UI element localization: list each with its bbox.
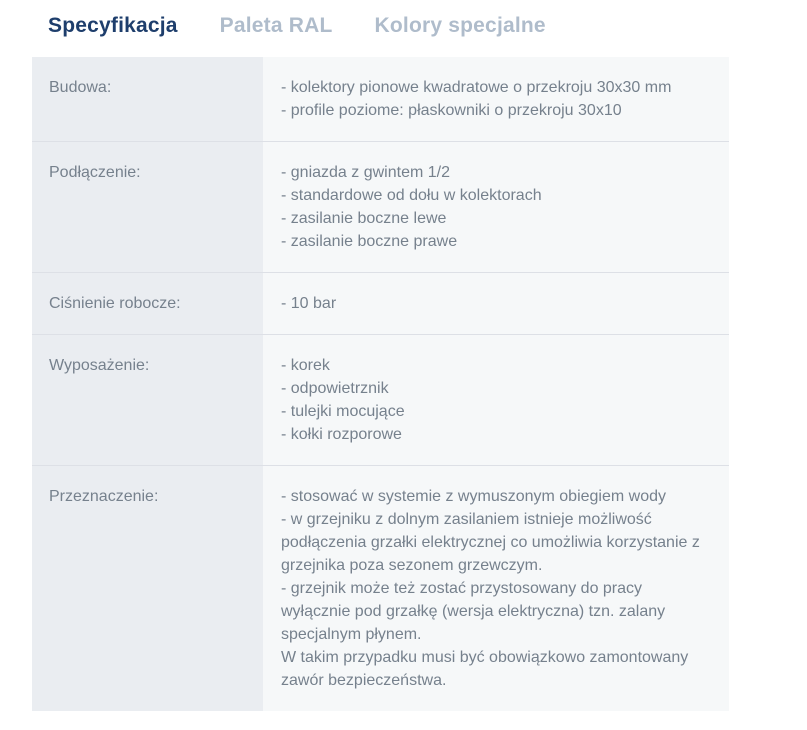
spec-value-line: - grzejnik może też zostać przystosowany do pracy wyłącznie pod grzałkę (wersja elektryczna) tzn. zalany specjalnym płynem. bbox=[281, 580, 666, 643]
spec-value-line: - w grzejniku z dolnym zasilaniem istnieje możliwość podłączenia grzałki elektrycznej co umożliwia korzystanie z grzejnika poza sezonem grzewczym. bbox=[281, 511, 700, 574]
spec-row-label: Podłączenie: bbox=[32, 141, 263, 272]
spec-row-przeznaczenie bbox=[32, 465, 729, 711]
spec-row-budowa bbox=[32, 57, 729, 141]
spec-value-line: - tulejki mocujące bbox=[281, 403, 405, 420]
spec-value-line: - gniazda z gwintem 1/2 bbox=[281, 164, 450, 181]
spec-row-value bbox=[263, 334, 729, 465]
tab-specyfikacja[interactable]: Specyfikacja bbox=[48, 14, 178, 37]
spec-value-line: - zasilanie boczne lewe bbox=[281, 210, 447, 227]
spec-value-line: - profile poziome: płaskowniki o przekroju 30x10 bbox=[281, 102, 622, 119]
spec-value-line: - odpowietrznik bbox=[281, 380, 389, 397]
tab-paleta-ral[interactable]: Paleta RAL bbox=[219, 14, 333, 37]
spec-value-line: - stosować w systemie z wymuszonym obiegiem wody bbox=[281, 488, 667, 505]
spec-value-line: - kolektory pionowe kwadratowe o przekroju 30x30 mm bbox=[281, 79, 672, 96]
spec-value-line: - standardowe od dołu w kolektorach bbox=[281, 187, 542, 204]
spec-row-podlaczenie bbox=[32, 141, 729, 272]
spec-value-line: - korek bbox=[281, 357, 330, 374]
spec-row-label: Budowa: bbox=[32, 57, 263, 141]
tab-bar bbox=[0, 0, 807, 43]
spec-value-line: - 10 bar bbox=[281, 295, 337, 312]
spec-row-value bbox=[263, 272, 729, 334]
tab-kolory-specjalne[interactable]: Kolory specjalne bbox=[374, 14, 546, 37]
spec-row-value bbox=[263, 465, 729, 711]
spec-row-cisnienie-robocze bbox=[32, 272, 729, 334]
spec-row-label: Wyposażenie: bbox=[32, 334, 263, 465]
spec-value-line: W takim przypadku musi być obowiązkowo zamontowany zawór bezpieczeństwa. bbox=[281, 649, 689, 689]
spec-value-line: - zasilanie boczne prawe bbox=[281, 233, 458, 250]
spec-row-label: Przeznaczenie: bbox=[32, 465, 263, 711]
specification-table bbox=[32, 57, 729, 711]
spec-row-value bbox=[263, 57, 729, 141]
spec-value-line: - kołki rozporowe bbox=[281, 426, 402, 443]
spec-row-wyposazenie bbox=[32, 334, 729, 465]
spec-row-value bbox=[263, 141, 729, 272]
spec-row-label: Ciśnienie robocze: bbox=[32, 272, 263, 334]
